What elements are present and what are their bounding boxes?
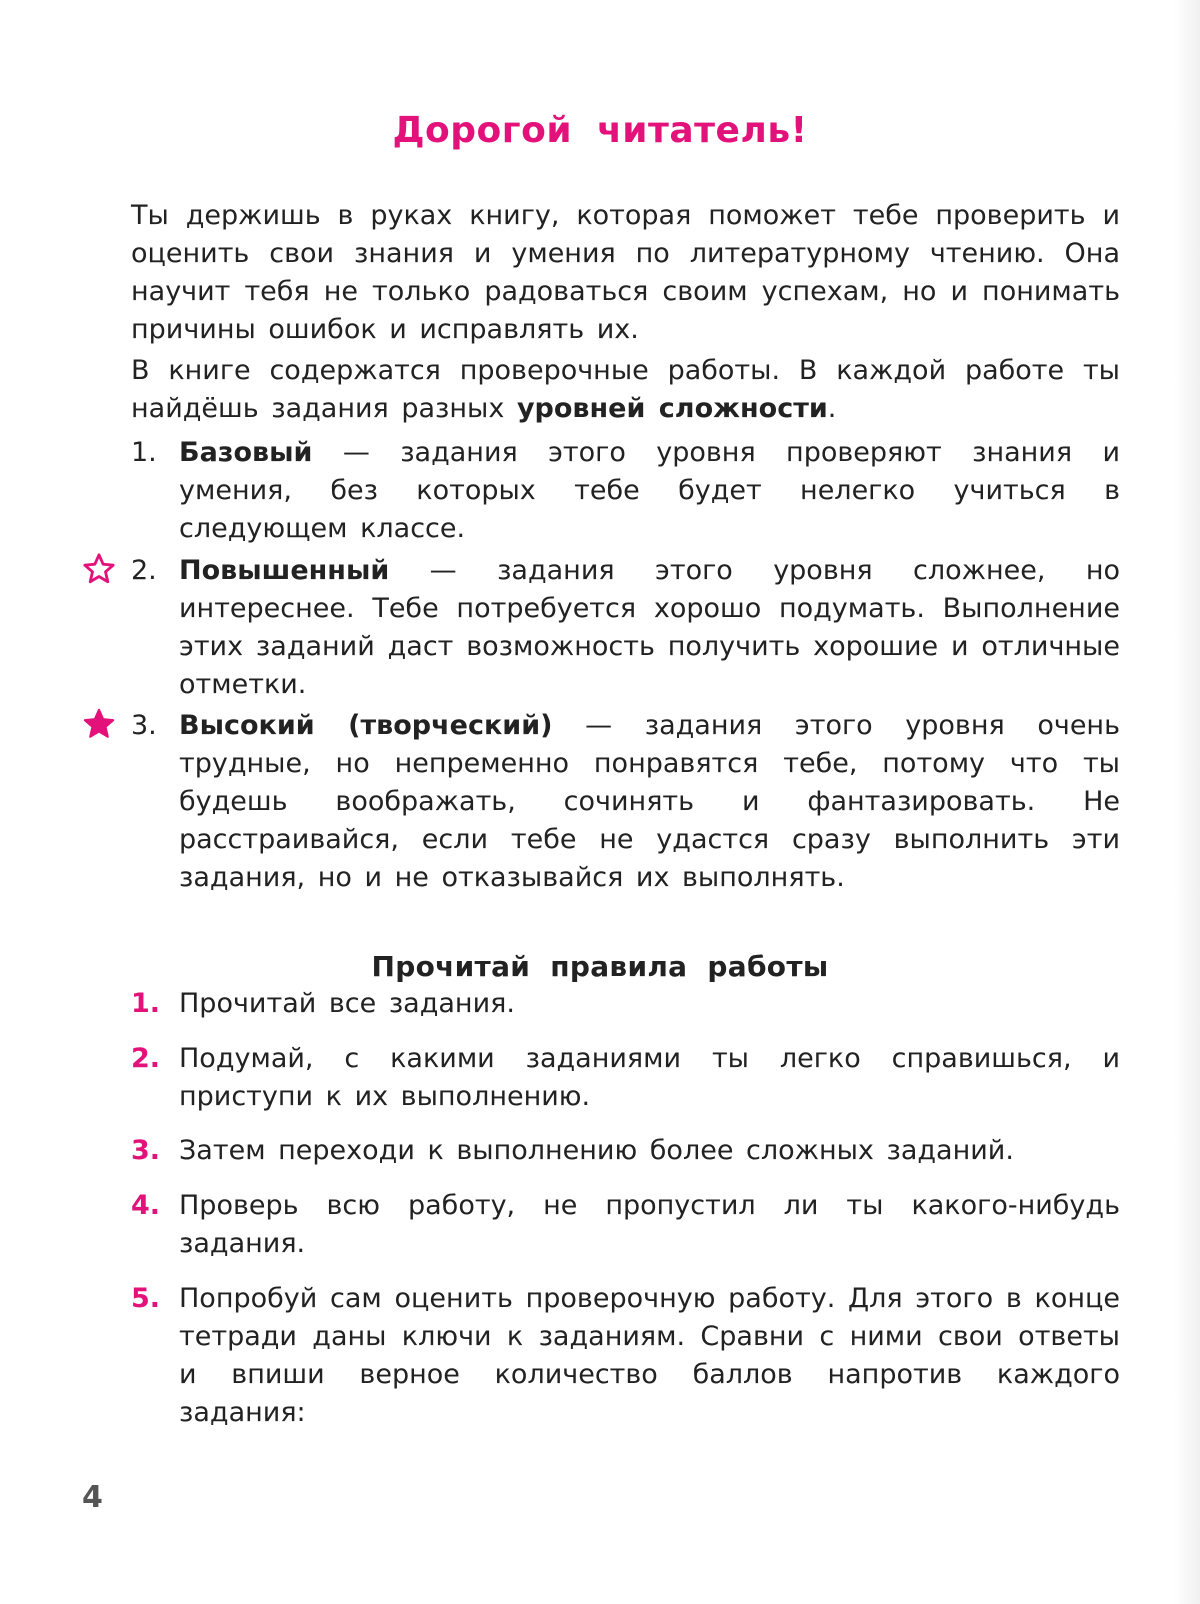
rule-number: 1. bbox=[131, 988, 161, 1019]
rule-item bbox=[131, 1040, 1120, 1116]
level-body bbox=[179, 707, 1120, 897]
intro-p2-emphasis: уровней сложности bbox=[516, 393, 828, 424]
outline-star-icon bbox=[82, 552, 116, 586]
rule-text: Проверь всю работу, не пропустил ли ты какого-нибудь задания. bbox=[179, 1190, 1120, 1259]
page-binding-shadow bbox=[1174, 0, 1200, 1604]
filled-star-icon bbox=[82, 707, 116, 741]
rules-heading: Прочитай правила работы bbox=[371, 950, 829, 983]
level-item-high-creative bbox=[131, 707, 1120, 897]
rule-number: 3. bbox=[131, 1135, 161, 1166]
page-number: 4 bbox=[82, 1480, 103, 1515]
level-item-advanced bbox=[131, 552, 1120, 704]
rule-text: Прочитай все задания. bbox=[179, 988, 515, 1019]
rule-text: Попробуй сам оценить проверочную работу. Для этого в конце тетради даны ключи к заданиям. Сравни с ними свои ответы и впиши верное количество баллов напротив каждого задания: bbox=[179, 1283, 1120, 1428]
intro-p2-end: . bbox=[827, 393, 837, 424]
level-body bbox=[179, 434, 1120, 548]
level-number: 3. bbox=[131, 710, 157, 741]
rule-number: 2. bbox=[131, 1043, 161, 1074]
intro-paragraph-1: Ты держишь в руках книгу, которая поможет тебе проверить и оценить свои знания и умения по литературному чтению. Она научит тебя не только радоваться своим успехам, но и понимать причины ошибок и исправлять их. bbox=[131, 200, 1120, 345]
level-name: Высокий (творческий) bbox=[179, 710, 553, 741]
level-body bbox=[179, 552, 1120, 704]
rule-item bbox=[131, 1132, 1120, 1170]
intro-p2-text: В книге содержатся проверочные работы. В каждой работе ты найдёшь задания разных bbox=[131, 355, 1120, 424]
rule-text: Затем переходи к выполнению более сложных заданий. bbox=[179, 1135, 1014, 1166]
rule-number: 4. bbox=[131, 1190, 161, 1221]
rule-number: 5. bbox=[131, 1283, 161, 1314]
intro-paragraph-2 bbox=[131, 352, 1120, 428]
level-text: — задания этого уровня сложнее, но интереснее. Тебе потребуется хорошо подумать. Выполнение этих заданий даст возможность получить хорошие и отличные отметки. bbox=[179, 555, 1120, 700]
rule-item bbox=[131, 1280, 1120, 1432]
level-item-basic bbox=[131, 434, 1120, 548]
level-number: 2. bbox=[131, 555, 157, 586]
level-text: — задания этого уровня проверяют знания и умения, без которых тебе будет нелегко учиться в следующем классе. bbox=[179, 437, 1120, 544]
level-text: — задания этого уровня очень трудные, но непременно понравятся тебе, потому что ты будешь воображать, сочинять и фантазировать. Не расстраивайся, если тебе не удастся сразу выполнить эти задания, но и не отказывайся их выполнять. bbox=[179, 710, 1120, 893]
rule-item bbox=[131, 985, 1120, 1023]
level-name: Базовый bbox=[179, 437, 313, 468]
page-title: Дорогой читатель! bbox=[392, 110, 808, 151]
rule-text: Подумай, с какими заданиями ты легко справишься, и приступи к их выполнению. bbox=[179, 1043, 1120, 1112]
level-number: 1. bbox=[131, 437, 157, 468]
level-name: Повышенный bbox=[179, 555, 390, 586]
rule-item bbox=[131, 1187, 1120, 1263]
